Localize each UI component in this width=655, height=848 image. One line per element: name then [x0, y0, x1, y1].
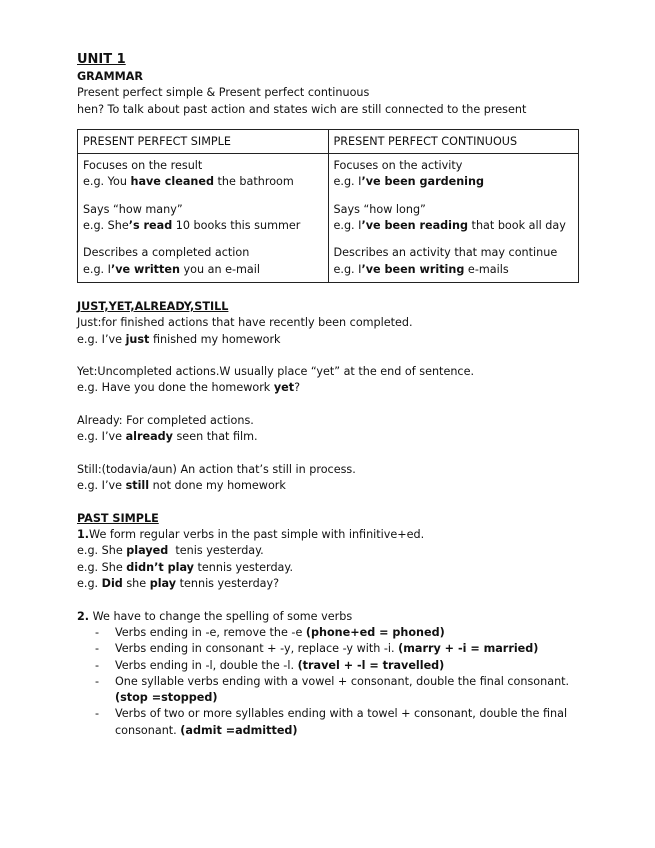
simple-example-2: e.g. She’s read 10 books this summer	[83, 219, 301, 233]
already-definition: Already: For completed actions.	[77, 414, 254, 428]
simple-completed: Describes a completed action	[83, 246, 250, 260]
section-title-jyas: JUST,YET,ALREADY,STILL	[77, 299, 229, 313]
unit-title: UNIT 1	[77, 52, 126, 67]
grammar-heading: GRAMMAR	[77, 70, 143, 83]
list-item: - Verbs ending in consonant + -y, replace -y with -i. (marry + -i = married)	[95, 641, 577, 657]
document-page	[77, 51, 591, 739]
continuous-example-2: e.g. I’ve been reading that book all day	[333, 219, 566, 233]
continuous-activity: Focuses on the activity	[333, 159, 463, 173]
list-item: - Verbs ending in -l, double the -l. (travel + -l = travelled)	[95, 658, 577, 674]
table-cell-continuous	[328, 154, 579, 283]
past-point-2: 2. We have to change the spelling of some verbs	[77, 609, 353, 623]
list-item: - Verbs ending in -e, remove the -e (phone+ed = phoned)	[95, 625, 577, 641]
past-example-2: e.g. She didn’t play tennis yesterday.	[77, 560, 293, 574]
simple-result: Focuses on the result	[83, 159, 203, 173]
table-header-row	[78, 129, 579, 153]
simple-example-1: e.g. You have cleaned the bathroom	[83, 175, 294, 189]
just-example: e.g. I’ve just finished my homework	[77, 332, 281, 346]
past-point-1: 1.We form regular verbs in the past simple with infinitive+ed.	[77, 528, 425, 542]
continuous-may-continue: Describes an activity that may continue	[333, 246, 558, 260]
list-item: - One syllable verbs ending with a vowel + consonant, double the final consonant. (stop =stopped)	[95, 674, 577, 707]
simple-how-many: Says “how many”	[83, 202, 183, 216]
table-cell-simple	[78, 154, 329, 283]
yet-definition: Yet:Uncompleted actions.W usually place “yet” at the end of sentence.	[77, 365, 475, 379]
subtitle: Present perfect simple & Present perfect continuous	[77, 86, 370, 100]
continuous-example-1: e.g. I’ve been gardening	[333, 175, 484, 189]
list-item: - Verbs of two or more syllables ending with a towel + consonant, double the final consonant. (admit =admitted)	[95, 706, 577, 739]
continuous-example-3: e.g. I’ve been writing e-mails	[333, 262, 509, 276]
already-example: e.g. I’ve already seen that film.	[77, 430, 258, 444]
still-example: e.g. I’ve still not done my homework	[77, 479, 286, 493]
just-definition: Just:for finished actions that have recently been completed.	[77, 316, 413, 330]
section-title-past-simple: PAST SIMPLE	[77, 511, 159, 525]
intro-text: hen? To talk about past action and states wich are still connected to the present	[77, 102, 527, 116]
yet-example: e.g. Have you done the homework yet?	[77, 381, 301, 395]
still-definition: Still:(todavia/aun) An action that’s still in process.	[77, 462, 356, 476]
table-header-simple: PRESENT PERFECT SIMPLE	[78, 129, 329, 153]
simple-example-3: e.g. I’ve written you an e-mail	[83, 262, 260, 276]
table-header-continuous: PRESENT PERFECT CONTINUOUS	[328, 129, 579, 153]
table-row	[78, 154, 579, 283]
spelling-rules-list	[77, 625, 591, 739]
continuous-how-long: Says “how long”	[333, 202, 426, 216]
comparison-table	[77, 129, 579, 283]
past-example-1: e.g. She played tenis yesterday.	[77, 544, 264, 558]
past-example-3: e.g. Did she play tennis yesterday?	[77, 577, 280, 591]
